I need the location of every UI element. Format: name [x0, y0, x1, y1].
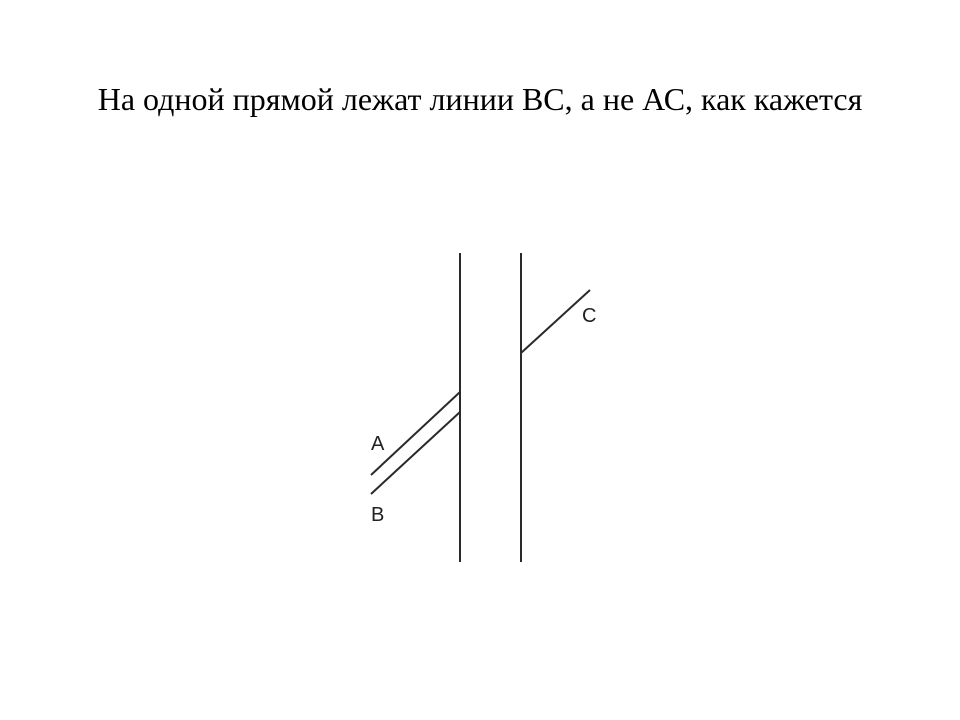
line-a [371, 392, 460, 475]
line-b [371, 412, 460, 494]
label-c: C [582, 305, 597, 327]
slide-title: На одной прямой лежат линии ВС, а не АС, как кажется [97, 81, 863, 117]
label-b: B [371, 504, 385, 526]
line-c [521, 290, 590, 353]
label-a: A [371, 433, 385, 455]
